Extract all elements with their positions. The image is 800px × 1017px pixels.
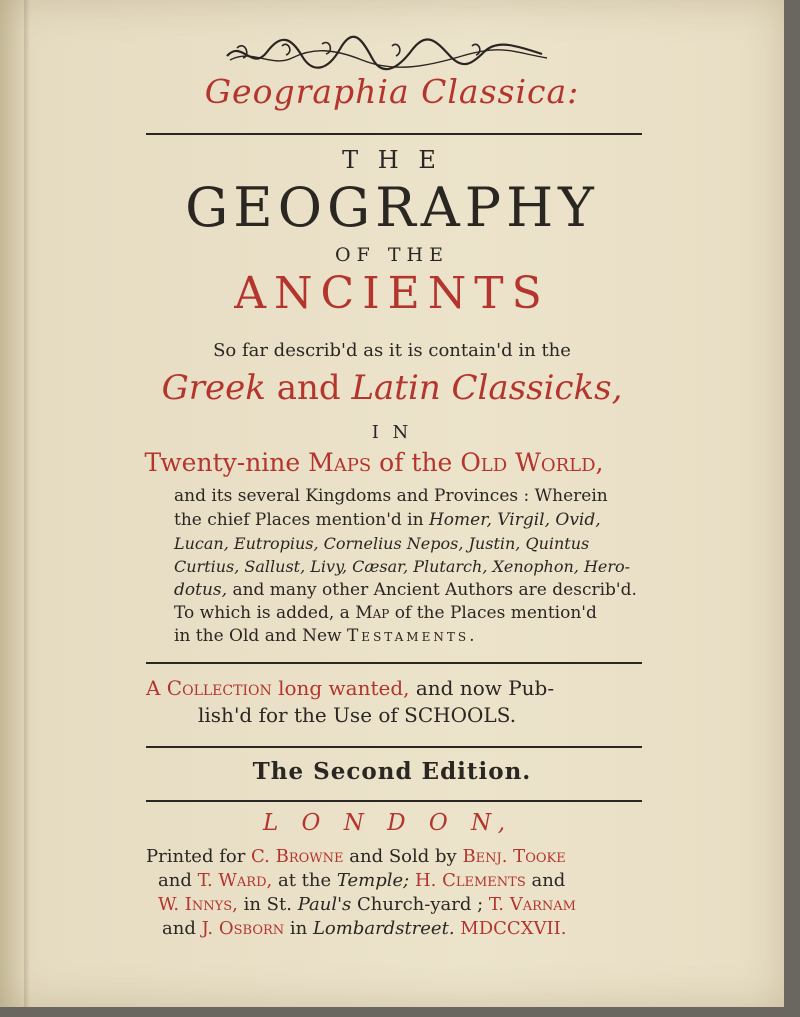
collection-line-2: lish'd for the Use of SCHOOLS. <box>198 703 517 727</box>
in-word: I N <box>371 422 413 443</box>
series-title: Geographia Classica: <box>204 72 580 111</box>
rule-edition-bottom <box>146 800 642 802</box>
imprint-l2f: and <box>531 870 566 891</box>
desc-line-7b: Testaments. <box>346 626 478 646</box>
rule-collection-top <box>146 662 642 664</box>
imprint-l1d: Benj. Tooke <box>462 846 566 867</box>
greek-latin-line <box>0 368 784 408</box>
imprint-l4d: Lombardstreet. <box>312 918 455 939</box>
imprint-l2b: T. Ward, <box>197 870 273 891</box>
imprint-l3a: W. Innys, <box>158 894 238 915</box>
imprint-l2a: and <box>158 870 192 891</box>
desc-line-6b: Map <box>355 603 390 623</box>
latin-classicks-word: Latin Classicks, <box>351 368 623 408</box>
rule-edition-top <box>146 746 642 748</box>
collection-red-a: A Collection <box>146 676 272 700</box>
title-geography: GEOGRAPHY <box>185 176 599 239</box>
imprint-city: L O N D O N, <box>262 810 514 836</box>
desc-line-2a: the chief Places mention'd in <box>174 510 424 530</box>
and-word: and <box>276 368 341 408</box>
rule-top <box>146 133 642 135</box>
desc-line-5a: dotus, <box>174 580 228 600</box>
collection-red-b: long wanted, <box>278 676 410 700</box>
maps-line <box>0 448 766 477</box>
imprint-l1a: Printed for <box>146 846 246 867</box>
imprint-line-2 <box>158 870 565 891</box>
desc-line-4: Curtius, Sallust, Livy, Cæsar, Plutarch, Xenophon, Hero- <box>174 557 631 576</box>
imprint-l1b: C. Browne <box>251 846 344 867</box>
desc-line-6 <box>174 603 597 623</box>
desc-line-2 <box>174 510 601 530</box>
imprint-l4b: J. Osborn <box>201 918 285 939</box>
imprint-line-4 <box>162 918 566 939</box>
edition-label: The Second Edition. <box>252 758 532 785</box>
collection-line-1 <box>146 676 554 700</box>
imprint-l3d: Church-yard ; <box>357 894 484 915</box>
desc-line-5 <box>174 580 637 600</box>
subtitle-line: So far describ'd as it is contain'd in the <box>213 340 571 361</box>
maps-word: Maps <box>308 448 372 477</box>
imprint-line-1 <box>146 846 566 867</box>
imprint-l2d: Temple; <box>336 870 410 891</box>
desc-line-6c: of the Places mention'd <box>394 603 597 623</box>
title-ancients: ANCIENTS <box>234 268 550 319</box>
maps-world: Old World, <box>460 448 604 477</box>
imprint-l4c: in <box>289 918 308 939</box>
title-the: T H E <box>342 146 442 174</box>
imprint-l3b: in St. <box>243 894 292 915</box>
imprint-l2c: at the <box>277 870 332 891</box>
imprint-line-3 <box>158 894 576 915</box>
handwritten-scribble-signature <box>222 34 552 74</box>
imprint-l4e: MDCCXVII. <box>460 918 567 939</box>
title-of-the: OF THE <box>335 244 449 266</box>
desc-line-7a: in the Old and New <box>174 626 342 646</box>
desc-line-1: and its several Kingdoms and Provinces : Wherein <box>174 486 608 506</box>
imprint-l3c: Paul's <box>297 894 352 915</box>
desc-line-2b: Homer, Virgil, Ovid, <box>428 510 601 530</box>
imprint-l4a: and <box>162 918 196 939</box>
greek-word: Greek <box>161 368 266 408</box>
desc-line-5b: and many other Ancient Authors are describ'd. <box>232 580 637 600</box>
desc-line-7 <box>174 626 477 646</box>
desc-line-3: Lucan, Eutropius, Cornelius Nepos, Justin, Quintus <box>174 534 590 553</box>
imprint-l3e: T. Varnam <box>488 894 576 915</box>
imprint-l1c: and Sold by <box>349 846 457 867</box>
collection-black: and now Pub- <box>415 676 555 700</box>
imprint-l2e: H. Clements <box>414 870 526 891</box>
maps-mid: of the <box>379 448 453 477</box>
maps-prefix: Twenty-nine <box>144 448 301 477</box>
desc-line-6a: To which is added, a <box>174 603 350 623</box>
